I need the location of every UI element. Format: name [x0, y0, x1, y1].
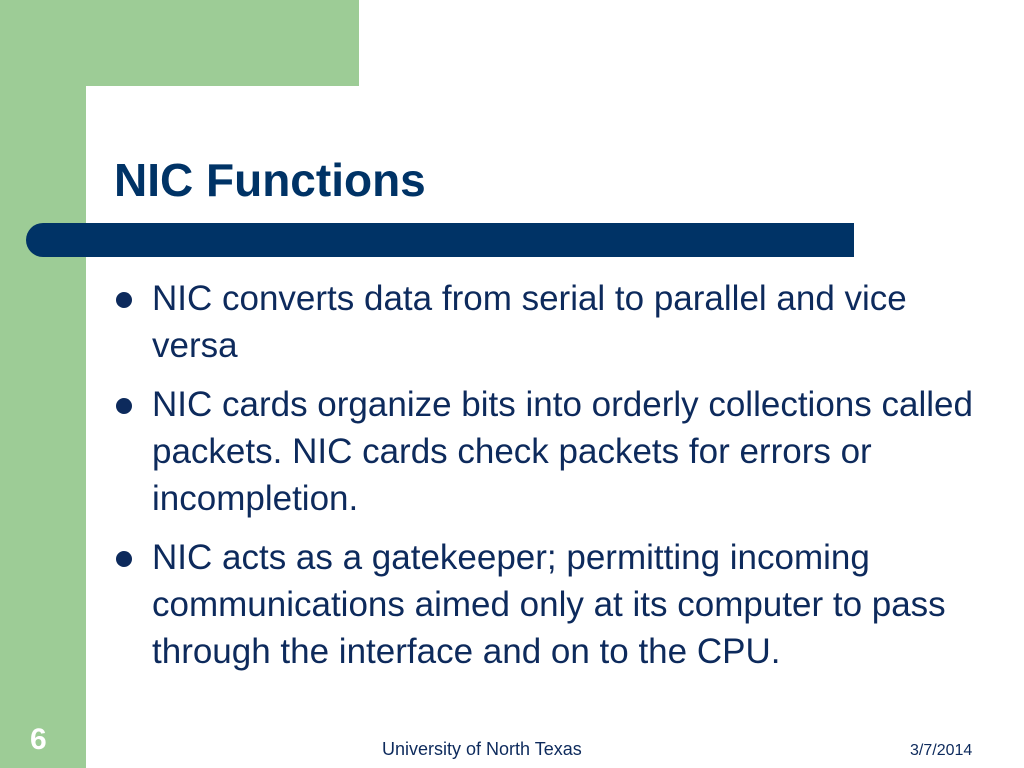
footer-text: University of North Texas: [382, 739, 582, 759]
bullet-dot-icon: [116, 551, 132, 567]
bullet-dot-icon: [116, 292, 132, 308]
title-underline-bar: [26, 223, 854, 257]
left-accent-band: [0, 0, 86, 768]
slide-title: NIC Functions: [114, 154, 426, 206]
bullet-list: [116, 275, 986, 687]
bullet-dot-icon: [116, 398, 132, 414]
bullet-item: [116, 381, 986, 522]
top-accent-band: [0, 0, 359, 86]
bullet-item: [116, 534, 986, 675]
bullet-text: NIC converts data from serial to parallel and vice versa: [152, 279, 907, 365]
bullet-text: NIC acts as a gatekeeper; permitting incoming communications aimed only at its computer to pass through the interface and on to the CPU.: [152, 538, 946, 671]
bullet-text: NIC cards organize bits into orderly collections called packets. NIC cards check packets for errors or incompletion.: [152, 385, 973, 518]
bullet-item: [116, 275, 986, 369]
footer-date: 3/7/2014: [910, 742, 973, 759]
slide-number: 6: [30, 723, 47, 756]
